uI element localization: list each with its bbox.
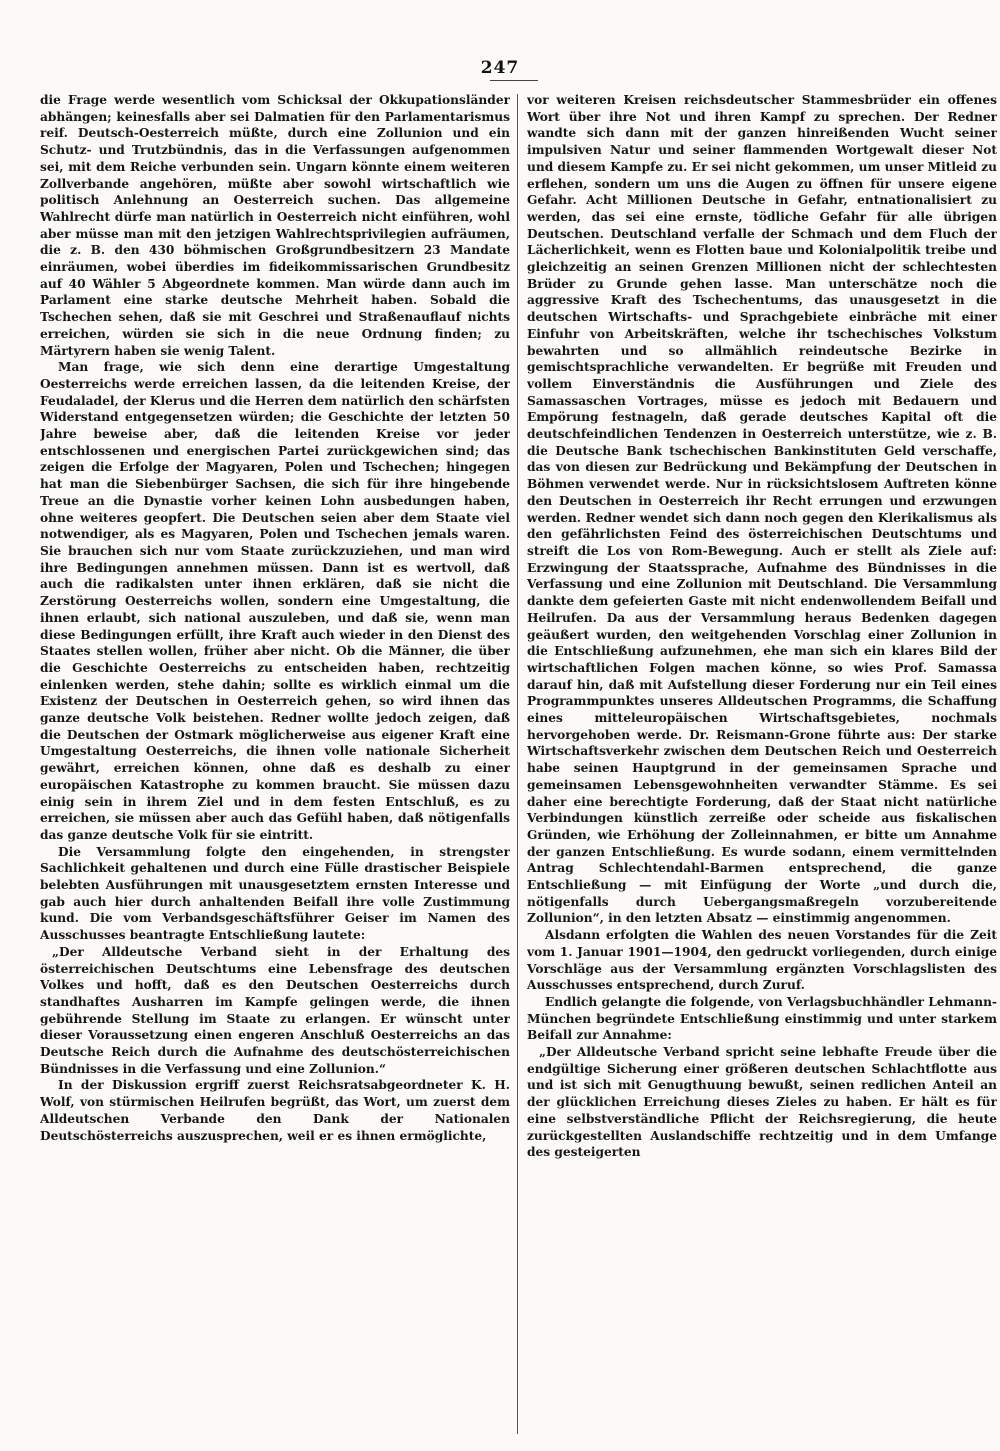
right-paragraph-3: Endlich gelangte die folgende, von Verlagsbuchhändler Lehmann-München begründete Entschließung einstimmig und unter starkem Beifall zur Annahme: <box>527 994 997 1043</box>
column-divider <box>517 94 518 1434</box>
right-paragraph-1: vor weiteren Kreisen reichsdeutscher Stammesbrüder ein offenes Wort über ihre Not und ihren Kampf zu sprechen. Der Redner wandte sich dann mit der ganzen hinreißenden Wucht seiner impulsiven Natur und seiner flammenden Wortgewalt dieser Not und diesem Kampfe zu. Er sei nicht gekommen, um unser Mitleid zu erflehen, sondern um uns die Augen zu öffnen für unsere eigene Gefahr. Acht Millionen Deutsche in Gefahr, entnationalisiert zu werden, das sei eine ernste, tödliche Gefahr für alle übrigen Deutschen. Deutschland verfalle der Schmach und dem Fluch der Lächerlichkeit, wenn es Flotten baue und Kolonialpolitik treibe und gleichzeitig an seinen Grenzen Millionen nicht der schlechtesten Brüder zu Grunde gehen lasse. Man unterschätze noch die aggressive Kraft des Tschechentums, das unausgesetzt in die deutschen Wirtschafts- und Sprachgebiete einbräche mit einer Einfuhr von Arbeitskräften, welche ihr tschechisches Volkstum bewahrten und so allmählich reindeutsche Bezirke in gemischtsprachliche verwandelten. Er begrüße mit Freuden und vollem Einverständnis die Ausführungen und Ziele des Samassaschen Vortrages, müsse es jedoch mit Bedauern und Empörung festnageln, daß gerade deutsches Kapital oft die deutschfeindlichen Tendenzen in Oesterreich unterstütze, wie z. B. die Deutsche Bank tschechischen Bankinstituten Geld verschaffe, das von diesen zur Bedrückung und Bekämpfung der Deutschen in Böhmen verwendet werde. Nur in rücksichtslosem Auftreten könne den Deutschen in Oesterreich ihr Recht errungen und erzwungen werden. Redner wendet sich dann noch gegen den Klerikalismus als den gefährlichsten Feind des österreichischen Deutschtums und streift die Los von Rom-Bewegung. Auch er stellt als Ziele auf: Erzwingung der Staatssprache, Aufnahme des Bündnisses in die Verfassung und eine Zollunion mit Deutschland. Die Versammlung dankte dem gefeierten Gaste mit nicht endenwollendem Beifall und Heilrufen. Da aus der Versammlung heraus Bedenken dagegen geäußert wurden, den weitgehenden Vorschlag einer Zollunion in die Entschließung aufzunehmen, ehe man sich ein klares Bild der wirtschaftlichen Folgen machen könne, so wies Prof. Samassa darauf hin, daß mit Aufstellung dieser Forderung nur ein Teil eines Programmpunktes unseres Alldeutschen Programms, die Schaffung eines mitteleuropäischen Wirtschaftsgebietes, nochmals hervorgehoben werde. Dr. Reismann-Grone führte aus: Der starke Wirtschaftsverkehr zwischen dem Deutschen Reich und Oesterreich habe seinen Hauptgrund in der gemeinsamen Sprache und gemeinsamen Lebensgewohnheiten verwandter Stämme. Es sei daher eine berechtigte Forderung, daß der Staat nicht natürliche Verbindungen künstlich zerreiße oder scheide aus fiskalischen Gründen, wie Erhöhung der Zolleinnahmen, er bitte um Annahme der ganzen Entschließung. Es wurde sodann, einem vermittelnden Antrag Schlechtendahl-Barmen entsprechend, die ganze Entschließung — mit Einfügung der Worte „und durch die, nötigenfalls durch Uebergangsmaßregeln vorzubereitende Zollunion“, in den letzten Absatz — einstimmig angenommen. <box>527 93 997 926</box>
right-column <box>527 92 997 1442</box>
left-paragraph-5: In der Diskussion ergriff zuerst Reichsratsabgeordneter K. H. Wolf, von stürmischen Heilrufen begrüßt, das Wort, um zuerst dem Alldeutschen Verbande den Dank der Nationalen Deutschösterreichs auszusprechen, weil er es ihnen ermöglichte, <box>40 1078 510 1143</box>
left-paragraph-1: die Frage werde wesentlich vom Schicksal der Okkupationsländer abhängen; keinesfalls aber sei Dalmatien für den Parlamentarismus reif. Deutsch-Oesterreich müßte, durch eine Zollunion und ein Schutz- und Trutzbündnis, das in die Verfassungen aufgenommen sei, mit dem Reiche verbunden sein. Ungarn könnte einem weiteren Zollverbande angehören, müßte aber sowohl wirtschaftlich wie politisch Anlehnung an Oesterreich suchen. Das allgemeine Wahlrecht dürfe man natürlich in Oesterreich nicht einführen, wohl aber müsse man mit den jetzigen Wahlrechtsprivilegien aufräumen, die z. B. den 430 böhmischen Großgrundbesitzern 23 Mandate einräumen, wobei überdies im fideikommissarischen Grundbesitz auf 40 Wähler 5 Abgeordnete kommen. Man würde dann auch im Parlament eine starke deutsche Mehrheit haben. Sobald die Tschechen sehen, daß sie mit Geschrei und Straßenauflauf nichts erreichen, würden sie sich in die neue Ordnung finden; zu Märtyrern haben sie wenig Talent. <box>40 93 510 358</box>
left-paragraph-2: Man frage, wie sich denn eine derartige Umgestaltung Oesterreichs werde erreichen lassen, da die leitenden Kreise, der Feudaladel, der Klerus und die Herren dem natürlich den schärfsten Widerstand entgegensetzen würden; die Geschichte der letzten 50 Jahre beweise aber, daß die leitenden Kreise vor jeder entschlossenen und energischen Partei zurückgewichen sind; das zeigen die Erfolge der Magyaren, Polen und Tschechen; hingegen hat man die Siebenbürger Sachsen, die sich für ihre hingebende Treue an die Dynastie vorher keinen Lohn ausbedungen haben, ohne weiteres geopfert. Die Deutschen seien aber dem Staate viel notwendiger, als es Magyaren, Polen und Tschechen jemals waren. Sie brauchen sich nur vom Staate zurückzuziehen, und man wird ihre Bedingungen annehmen müssen. Dann ist es wertvoll, daß auch die radikalsten unter ihnen erklären, daß sie nicht die Zerstörung Oesterreichs wollen, sondern eine Umgestaltung, die ihnen erlaubt, sich national auszuleben, und daß sie, wenn man diese Bedingungen erfüllt, ihre Kraft auch wieder in den Dienst des Staates stellen wollen, früher aber nicht. Ob die Männer, die über die Geschichte Oesterreichs zu entscheiden haben, rechtzeitig einlenken werden, stehe dahin; sollte es wirklich einmal um die Existenz der Deutschen in Oesterreich gehen, so wird ihnen das ganze deutsche Volk beistehen. Redner wollte jedoch zeigen, daß die Deutschen der Ostmark möglicherweise aus eigener Kraft eine Umgestaltung Oesterreichs, die ihnen volle nationale Sicherheit gewährt, erreichen können, ohne daß es deshalb zu einer europäischen Katastrophe zu kommen braucht. Sie müssen dazu einig sein in ihrem Ziel und in dem festen Entschluß, es zu erreichen, sie müssen aber auch das Gefühl haben, daß nötigenfalls das ganze deutsche Volk für sie eintritt. <box>40 360 510 842</box>
right-paragraph-2: Alsdann erfolgten die Wahlen des neuen Vorstandes für die Zeit vom 1. Januar 1901—1904, den gedruckt vorliegenden, durch einige Vorschläge aus der Versammlung ergänzten Vorschlagslisten des Ausschusses entsprechend, durch Zuruf. <box>527 928 997 993</box>
page-number: 247 <box>480 58 520 78</box>
right-paragraph-resolution: „Der Alldeutsche Verband spricht seine lebhafte Freude über die endgültige Sicherung einer größeren deutschen Schlachtflotte aus und ist sich mit Genugthuung bewußt, seinen redlichen Anteil an der glücklichen Erreichung dieses Zieles zu haben. Er hält es für eine selbstverständliche Pflicht der Reichsregierung, die heute zurückgestellten Auslandschiffe rechtzeitig und in dem Umfange des gesteigerten <box>527 1045 997 1160</box>
left-paragraph-resolution: „Der Alldeutsche Verband sieht in der Erhaltung des österreichischen Deutschtums eine Lebensfrage des deutschen Volkes und hofft, daß es den Deutschen Oesterreichs durch standhaftes Ausharren im Kampfe gelingen werde, die ihnen gebührende Stellung im Staate zu erlangen. Er wünscht unter dieser Voraussetzung einen engeren Anschluß Oesterreichs an das Deutsche Reich durch die Aufnahme des deutschösterreichischen Bündnisses in die Verfassung und eine Zollunion.“ <box>40 944 510 1076</box>
left-paragraph-3: Die Versammlung folgte den eingehenden, in strengster Sachlichkeit gehaltenen und durch eine Fülle drastischer Beispiele belebten Ausführungen mit unausgesetztem ernsten Interesse und gab auch hier durch anhaltenden Beifall ihre volle Zustimmung kund. Die vom Verbandsgeschäftsführer Geiser im Namen des Ausschusses beantragte Entschließung lautete: <box>40 844 510 943</box>
page-number-rule <box>490 80 538 81</box>
left-column <box>40 92 510 1442</box>
